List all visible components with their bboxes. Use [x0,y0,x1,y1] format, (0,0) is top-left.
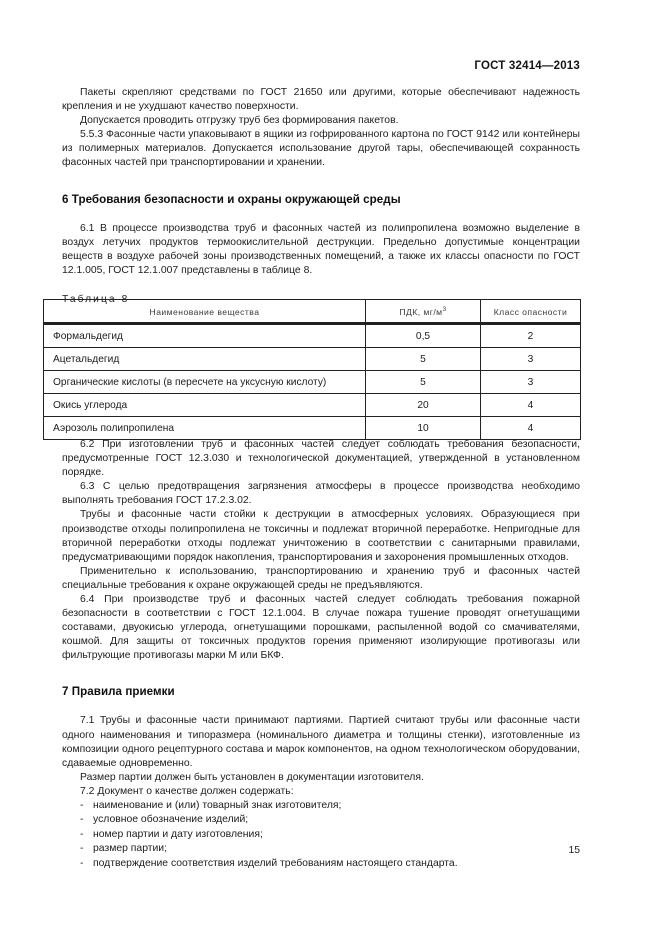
spacer [62,699,580,714]
list-item [62,813,580,827]
column-header-hazard-class: Класс опасности [481,300,581,325]
table-row [44,417,581,440]
table-caption: Таблица 8 [62,293,130,305]
list-item-label: условное обозначение изделий; [93,814,249,826]
cell-hazard-class: 4 [481,394,581,417]
paragraph-7-1: 7.1 Трубы и фасонные части принимают партиями. Партией считают трубы или фасонные части одного наименования и типоразмера (номинального диаметра и толщины стенки), изготовленные из композиции одного рецептурного состава и марок компонентов, на одном технологическом оборудовании, сдаваемые одновременно. [62,715,580,769]
column-header-pdk [366,300,481,325]
list-item-label: номер партии и дату изготовления; [93,828,263,840]
list-item-label: подтверждение соответствия изделий требованиям настоящего стандарта. [93,857,458,869]
paragraph-7-2: 7.2 Документ о качестве должен содержать: [80,785,294,797]
cell-substance-name: Аэрозоль полипропилена [44,417,366,440]
cell-hazard-class: 3 [481,348,581,371]
permissible-concentration-table [43,299,581,440]
cell-pdk: 5 [366,348,481,371]
cell-hazard-class: 2 [481,324,581,348]
cell-pdk: 0,5 [366,324,481,348]
table-row [44,348,581,371]
list-item [62,799,580,813]
paragraph-7-1b: Размер партии должен быть установлен в документации изготовителя. [80,771,424,783]
page-number: 15 [568,845,580,856]
page-content [62,86,580,871]
dash-marker: - [80,828,84,840]
column-header-substance-name: Наименование вещества [44,300,366,325]
dash-marker: - [80,814,84,826]
pdk-label: ПДК, мг/м [399,306,443,317]
cell-hazard-class: 4 [481,417,581,440]
cell-pdk: 10 [366,417,481,440]
list-item [62,828,580,842]
running-header: ГОСТ 32414—2013 [474,60,580,72]
cell-substance-name: Формальдегид [44,324,366,348]
dash-marker: - [80,857,84,869]
spacer [62,171,580,192]
paragraph-6-3: 6.3 С целью предотвращения загрязнения атмосферы в процессе производства необходимо выполнять требования ГОСТ 17.2.3.02. [62,481,580,507]
list-item-label: размер партии; [93,843,168,855]
cell-substance-name: Органические кислоты (в пересчете на уксусную кислоту) [44,371,366,394]
cell-substance-name: Окись углерода [44,394,366,417]
paragraph-6-3c: Применительно к использованию, транспортированию и хранению труб и фасонных частей специальные требования к охране окружающей среды не предъявляются. [62,565,580,591]
cell-pdk: 20 [366,394,481,417]
paragraph-5-5-2b: Допускается проводить отгрузку труб без формирования пакетов. [80,115,399,127]
section-heading-6: 6 Требования безопасности и охраны окружающей среды [62,192,401,206]
paragraph-6-4: 6.4 При производстве труб и фасонных частей следует соблюдать требования пожарной безопасности в соответствии с ГОСТ 12.1.004. В случае пожара тушение проводят огнетушащими составами, двуокисью углерода, огнетушащими порошками, распыленной водой со смачивателями, кошмой. Для защиты от токсичных продуктов горения применяют изолирующие противогазы или фильтрующие противогазы марки М или БКФ. [62,593,580,662]
cell-substance-name: Ацетальдегид [44,348,366,371]
cell-pdk: 5 [366,371,481,394]
dash-marker: - [80,843,84,855]
pdk-exponent: 3 [442,305,447,313]
paragraph-6-2: 6.2 При изготовлении труб и фасонных частей следует соблюдать требования безопасности, предусмотренные ГОСТ 12.3.030 и технологической документацией, утвержденной в установленном порядке. [62,438,580,479]
table-row [44,324,581,348]
table-row [44,371,581,394]
table-head [44,300,581,325]
spacer [62,663,580,684]
spacer [62,278,580,294]
table-body [44,324,581,440]
paragraph-5-5-3: 5.5.3 Фасонные части упаковывают в ящики из гофрированного картона по ГОСТ 9142 или контейнеры из полимерных материалов. Допускается использование другой тары, обеспечивающей сохранность фасонных частей при транспортировании и хранении. [62,129,580,169]
spacer [62,207,580,222]
paragraph-6-3b: Трубы и фасонные части стойки к деструкции в атмосферных условиях. Образующиеся при производстве отходы полипропилена не токсичны и подлежат вторичной переработке. Непригодные для вторичной переработки отходы подлежат уничтожению в соответствии с санитарными правилами, предусматривающими порядок накопления, транспортирования и захоронения промышленных отходов. [62,509,580,563]
table-row [44,394,581,417]
section-heading-7: 7 Правила приемки [62,685,175,699]
dash-marker: - [80,800,84,811]
paragraph-6-1: 6.1 В процессе производства труб и фасонных частей из полипропилена возможно выделение в воздух летучих продуктов термоокислительной деструкции. Предельно допустимые концентрации веществ в воздухе рабочей зоны производственных помещений, а также их классы опасности по ГОСТ 12.1.005, ГОСТ 12.1.007 представлены в таблице 8. [62,222,580,276]
table-container [43,299,580,440]
quality-document-list [62,799,580,871]
table-header-row [44,300,581,325]
cell-hazard-class: 3 [481,371,581,394]
list-item [62,857,580,871]
paragraph-5-5-2a: Пакеты скрепляют средствами по ГОСТ 21650 или другими, которые обеспечивают надежность крепления и не ухудшают качество поверхности. [62,87,580,113]
list-item-label: наименование и (или) товарный знак изготовителя; [93,800,342,811]
